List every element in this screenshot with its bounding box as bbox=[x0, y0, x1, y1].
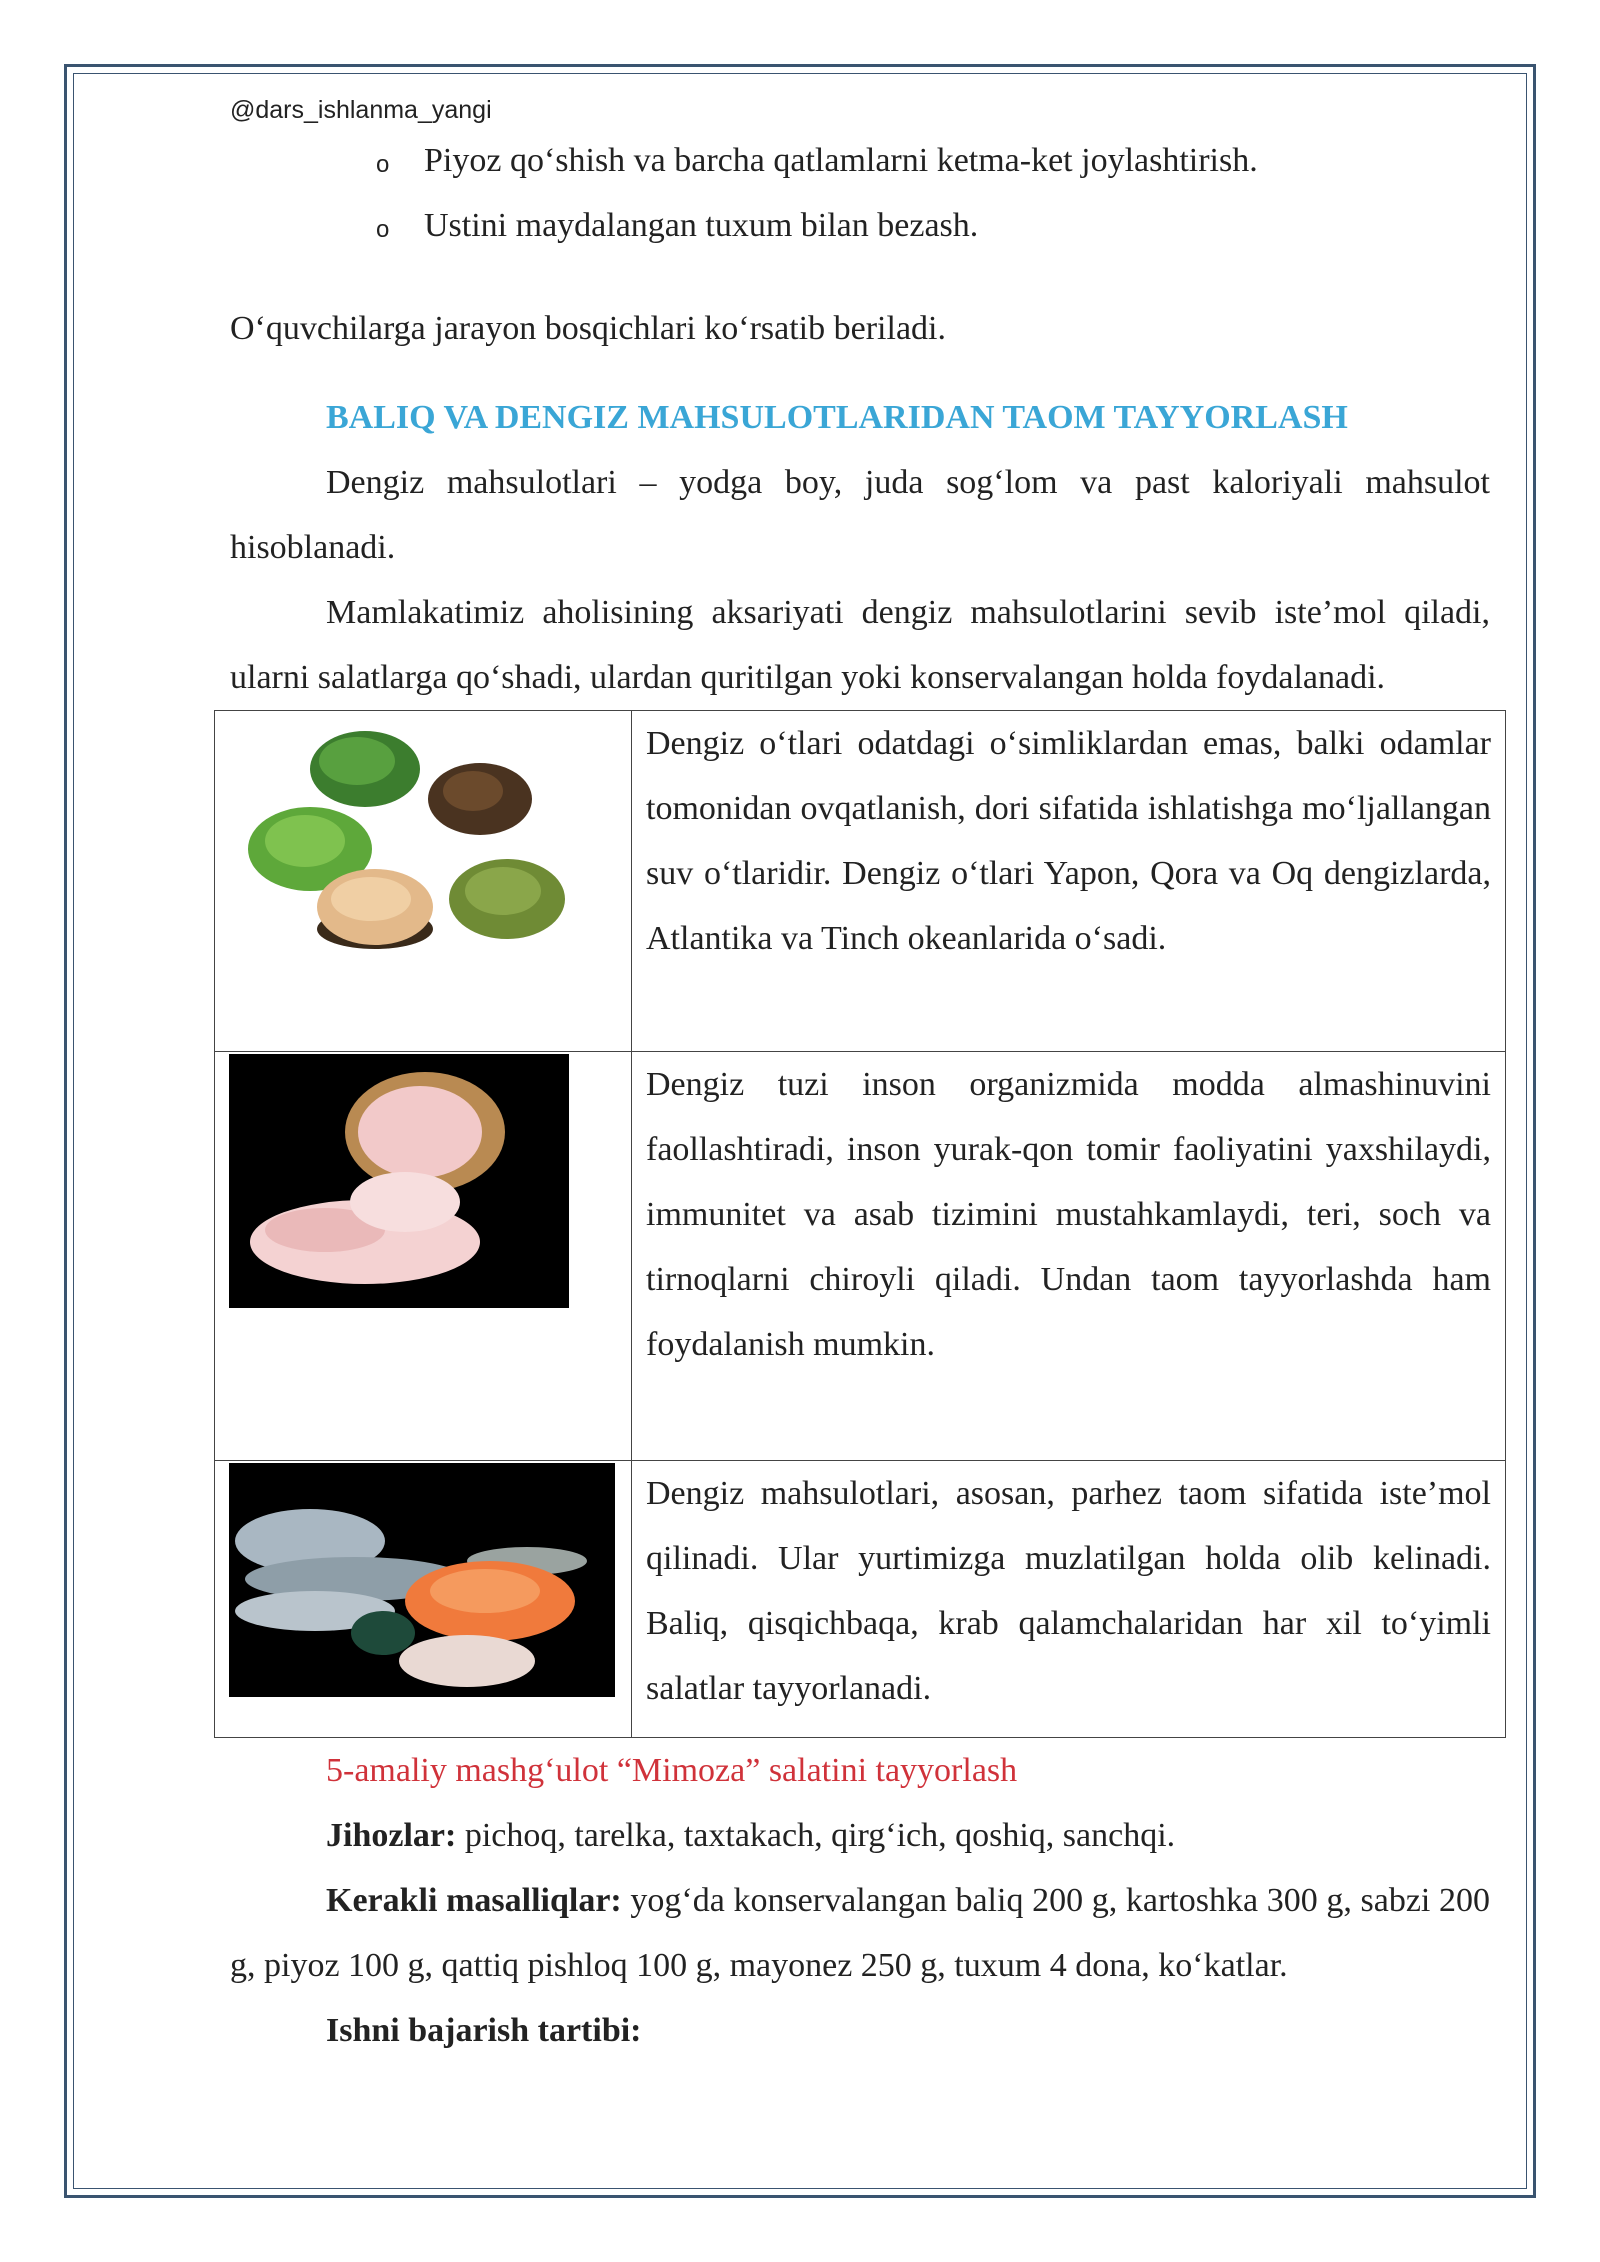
bullet-marker: o bbox=[376, 216, 390, 243]
intro-line: O‘quvchilarga jarayon bosqichlari ko‘rsatib beriladi. bbox=[230, 310, 946, 347]
paragraph: Dengiz mahsulotlari – yodga boy, juda sog‘lom va past kaloriyali mahsulot hisoblanadi. bbox=[230, 464, 1490, 566]
paragraph: Mamlakatimiz aholisining aksariyati dengiz mahsulotlarini sevib iste’mol qiladi, ularni salatlarga qo‘shadi, ulardan quritilgan yoki konservalangan holda foydalanadi. bbox=[230, 594, 1490, 696]
cell-text: Dengiz o‘tlari odatdagi o‘simliklardan emas, balki odamlar tomonidan ovqatlanish, dori sifatida ishlatishga mo‘ljallangan suv o‘tlaridir. Dengiz o‘tlari Yapon, Qora va Oq dengizlarda, Atlantika va Tinch okeanlarida o‘sadi. bbox=[646, 725, 1491, 957]
cell-text: Dengiz mahsulotlari, asosan, parhez taom sifatida iste’mol qilinadi. Ular yurtimizga muzlatilgan holda olib kelinadi. Baliq, qisqichbaqa, krab qalamchalaridan har xil to‘yimli salatlar tayyorlanadi. bbox=[646, 1475, 1491, 1707]
cell-text: Dengiz tuzi inson organizmida modda almashinuvini faollashtiradi, inson yurak-qon tomir faoliyatini yaxshilaydi, immunitet va asab tizimini mustahkamlaydi, teri, soch va tirnoqlarni chiroyli qiladi. Undan taom tayyorlashda ham foydalanish mumkin. bbox=[646, 1066, 1491, 1363]
practice-title: 5-amaliy mashg‘ulot “Mimoza” salatini tayyorlash bbox=[326, 1752, 1018, 1789]
table-row bbox=[215, 711, 1506, 1052]
info-table bbox=[214, 710, 1506, 1738]
table-row bbox=[215, 1461, 1506, 1738]
seafood-image bbox=[215, 1461, 629, 1715]
document-body bbox=[230, 128, 1490, 2063]
bullet-item bbox=[230, 193, 1490, 258]
ingredients-line bbox=[230, 1868, 1490, 1998]
image-cell bbox=[215, 1461, 632, 1738]
table-row bbox=[215, 1052, 1506, 1461]
text-cell bbox=[632, 711, 1506, 1052]
procedure-label: Ishni bajarish tartibi: bbox=[326, 2012, 642, 2049]
section-title: BALIQ VA DENGIZ MAHSULOTLARIDAN TAOM TAYYORLASH bbox=[326, 399, 1348, 436]
procedure-line bbox=[230, 1998, 1490, 2063]
equipment-label: Jihozlar: bbox=[326, 1817, 457, 1854]
bullet-text: Ustini maydalangan tuxum bilan bezash. bbox=[424, 207, 979, 244]
image-cell bbox=[215, 1052, 632, 1461]
sea-salt-image bbox=[215, 1052, 629, 1438]
image-cell bbox=[215, 711, 632, 1052]
equipment-line bbox=[230, 1803, 1490, 1868]
ingredients-label: Kerakli masalliqlar: bbox=[326, 1882, 622, 1919]
bullet-item bbox=[230, 128, 1490, 193]
ingredients-text: yog‘da konservalangan baliq 200 g, kartoshka 300 g, sabzi 200 g, piyoz 100 g, qattiq pishloq 100 g, mayonez 250 g, tuxum 4 dona, ko‘katlar. bbox=[230, 1882, 1490, 1984]
text-cell bbox=[632, 1052, 1506, 1461]
bullet-marker: o bbox=[376, 151, 390, 178]
bullet-text: Piyoz qo‘shish va barcha qatlamlarni ketma-ket joylashtirish. bbox=[424, 142, 1258, 179]
seaweed-image bbox=[215, 711, 629, 1029]
text-cell bbox=[632, 1461, 1506, 1738]
equipment-text: pichoq, tarelka, taxtakach, qirg‘ich, qoshiq, sanchqi. bbox=[456, 1817, 1176, 1854]
channel-tag: @dars_ishlanma_yangi bbox=[230, 96, 492, 124]
